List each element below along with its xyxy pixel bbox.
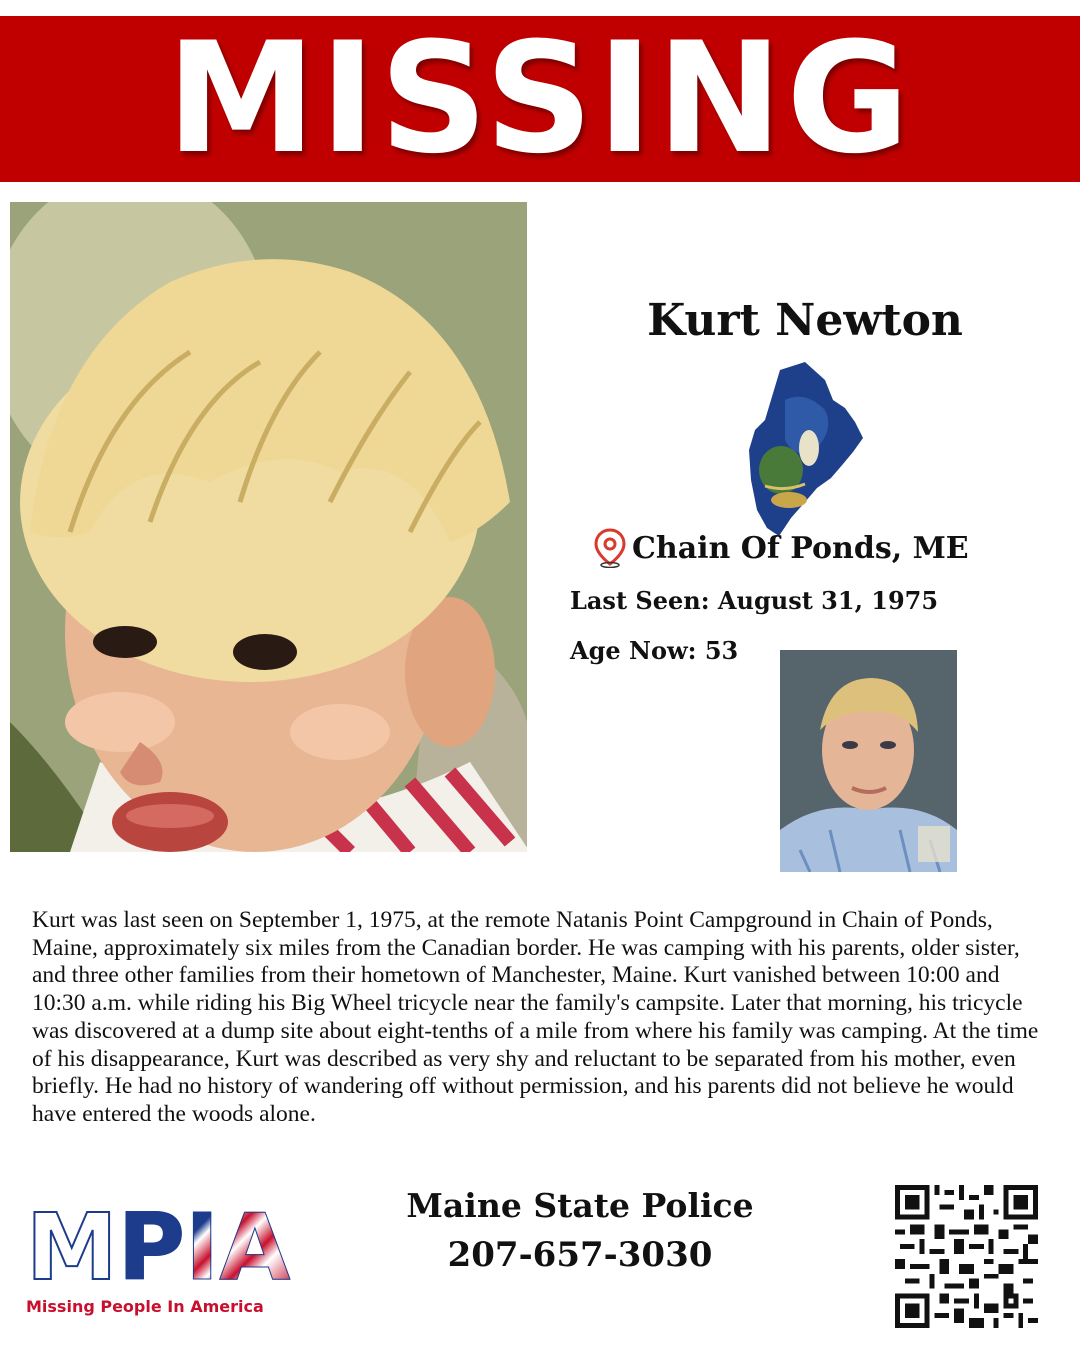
- case-description: Kurt was last seen on September 1, 1975, at the remote Natanis Point Campground in Chain of Ponds, Maine, approximately six miles from the Canadian border. He was camping with his parents, older sister, and three other families from their hometown of Manchester, Maine. Kurt vanished between 10:00 and 10:30 a.m. while riding his Big Wheel tricycle near the family's campsite. Later that morning, his tricycle was discovered at a dump site about eight-tenths of a mile from where his family was camping. At the time of his disappearance, Kurt was described as very shy and reluctant to be separated from his mother, even briefly. He had no history of wandering off without permission, and his parents did not believe he would have entered the woods alone.: [32, 907, 1039, 1127]
- map-pin-icon: [592, 528, 628, 568]
- maine-state-map-icon: [745, 360, 865, 540]
- location-text: Chain Of Ponds, ME: [632, 530, 969, 566]
- contact-phone[interactable]: 207-657-3030: [447, 1235, 713, 1275]
- location-line: [592, 525, 969, 571]
- age-progressed-photo: [780, 650, 957, 872]
- logo-tagline: Missing People In America: [26, 1297, 264, 1316]
- childhood-photo: [10, 202, 527, 852]
- mpia-logo: [26, 1194, 291, 1325]
- last-seen-date: Last Seen: August 31, 1975: [570, 586, 939, 615]
- qr-code[interactable]: [895, 1185, 1038, 1328]
- banner-title: MISSING: [166, 10, 914, 188]
- logo-letter-m: M: [26, 1194, 118, 1301]
- age-now: Age Now: 53: [570, 636, 739, 665]
- missing-banner: [0, 10, 1080, 188]
- person-name: Kurt Newton: [647, 295, 963, 346]
- contact-agency: Maine State Police: [406, 1186, 754, 1225]
- logo-letters-pia: PIA: [117, 1194, 291, 1301]
